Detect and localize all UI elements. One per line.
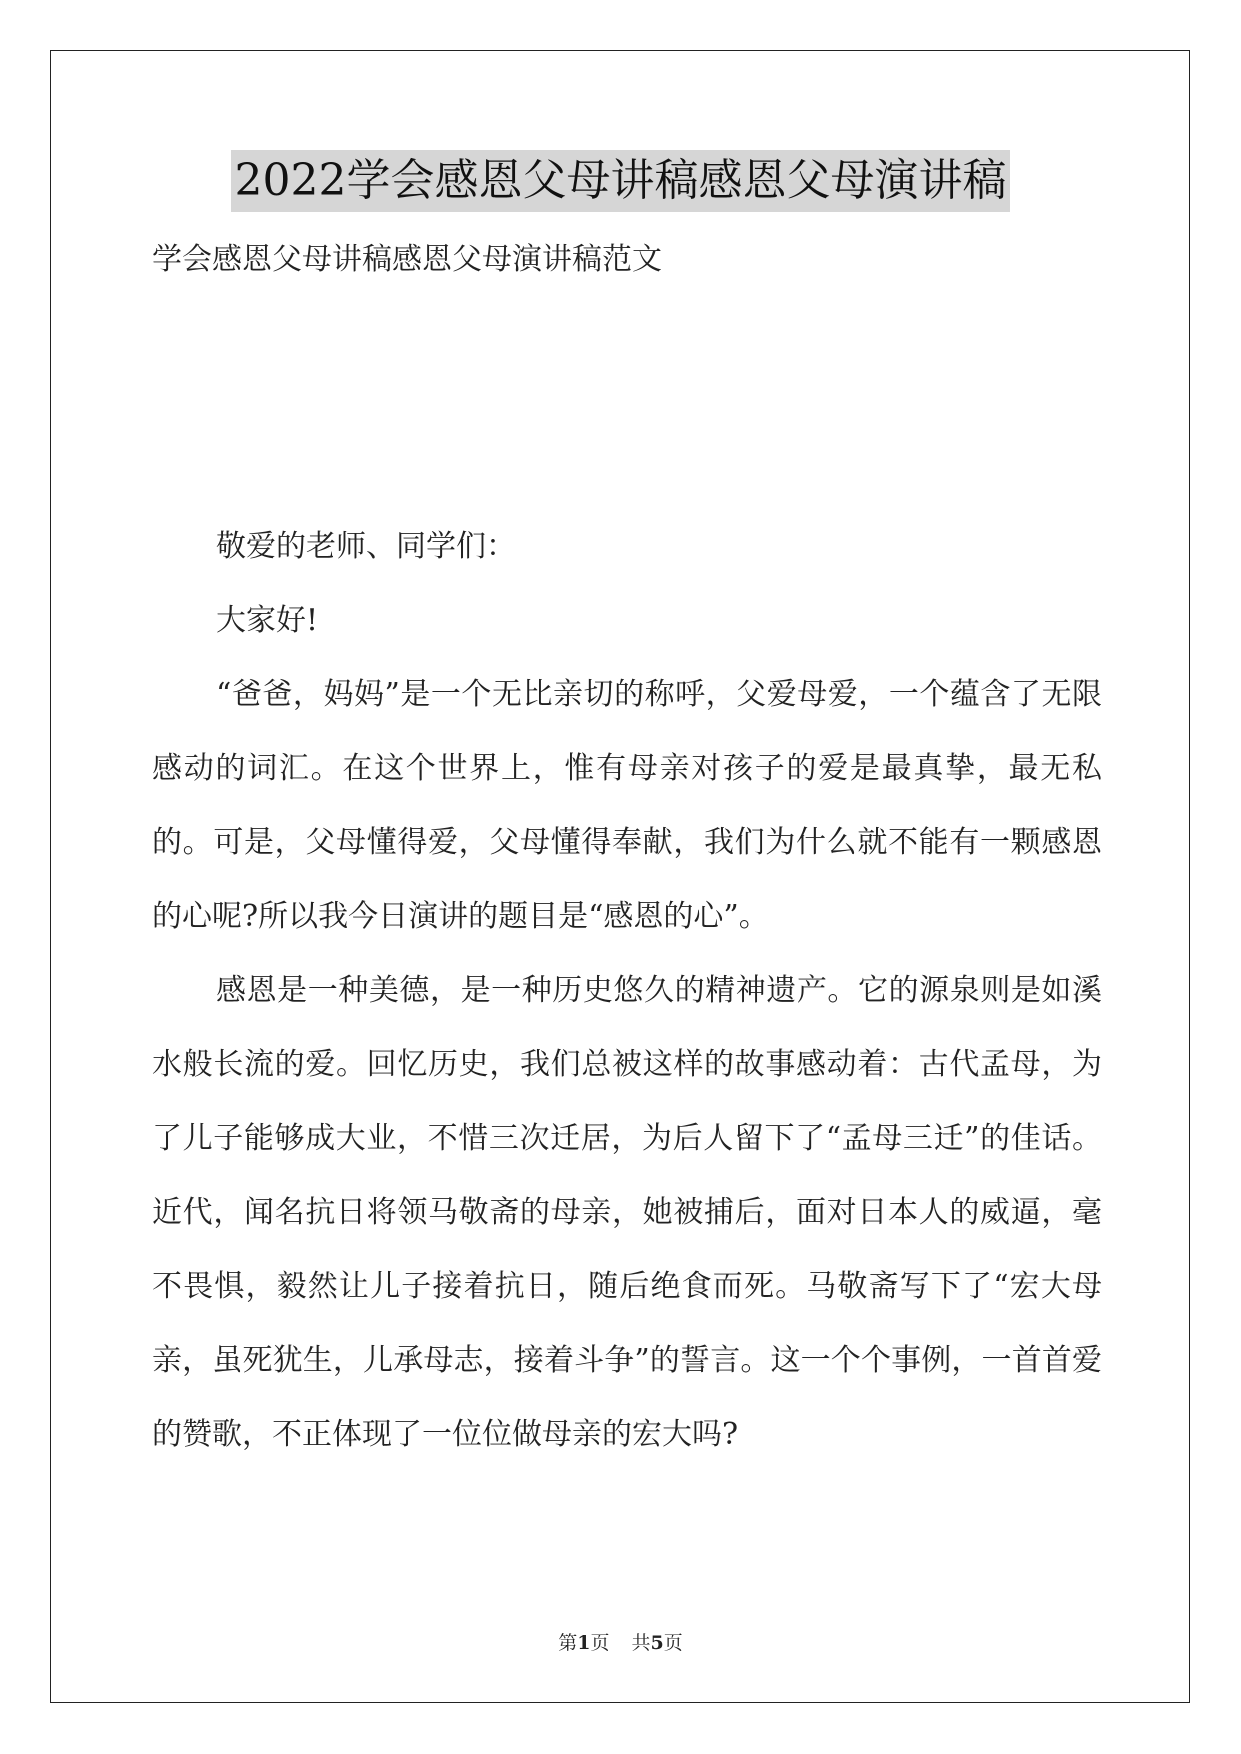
page-current: 1	[577, 1632, 591, 1654]
document-title: 2022学会感恩父母讲稿感恩父母演讲稿	[231, 150, 1011, 212]
title-container	[0, 150, 1241, 212]
paragraph-intro: “爸爸，妈妈”是一个无比亲切的称呼，父爱母爱，一个蕴含了无限感动的词汇。在这个世界上，惟有母亲对孩子的爱是最真挚，最无私的。可是，父母懂得爱，父母懂得奉献，我们为什么就不能有一颗感恩的心呢?所以我今日演讲的题目是“感恩的心”。	[152, 677, 1102, 934]
paragraph-salutation: 敬爱的老师、同学们：	[216, 529, 516, 564]
page-total: 5	[650, 1632, 664, 1654]
total-prefix: 共	[631, 1632, 651, 1654]
paragraph-greeting: 大家好!	[216, 603, 319, 638]
page-suffix: 页	[590, 1632, 610, 1654]
paragraph-gratitude: 感恩是一种美德，是一种历史悠久的精神遗产。它的源泉则是如溪水般长流的爱。回忆历史，我们总被这样的故事感动着：古代孟母，为了儿子能够成大业，不惜三次迁居，为后人留下了“孟母三迁”的佳话。近代，闻名抗日将领马敬斋的母亲，她被捕后，面对日本人的威逼，毫不畏惧，毅然让儿子接着抗日，随后绝食而死。马敬斋写下了“宏大母亲，虽死犹生，儿承母志，接着斗争”的誓言。这一个个事例，一首首爱的赞歌，不正体现了一位位做母亲的宏大吗?	[152, 973, 1102, 1452]
page-footer	[0, 1628, 1241, 1655]
page-prefix: 第	[558, 1632, 578, 1654]
total-suffix: 页	[663, 1632, 683, 1654]
document-body	[152, 510, 1102, 1472]
document-subtitle: 学会感恩父母讲稿感恩父母演讲稿范文	[152, 242, 662, 277]
